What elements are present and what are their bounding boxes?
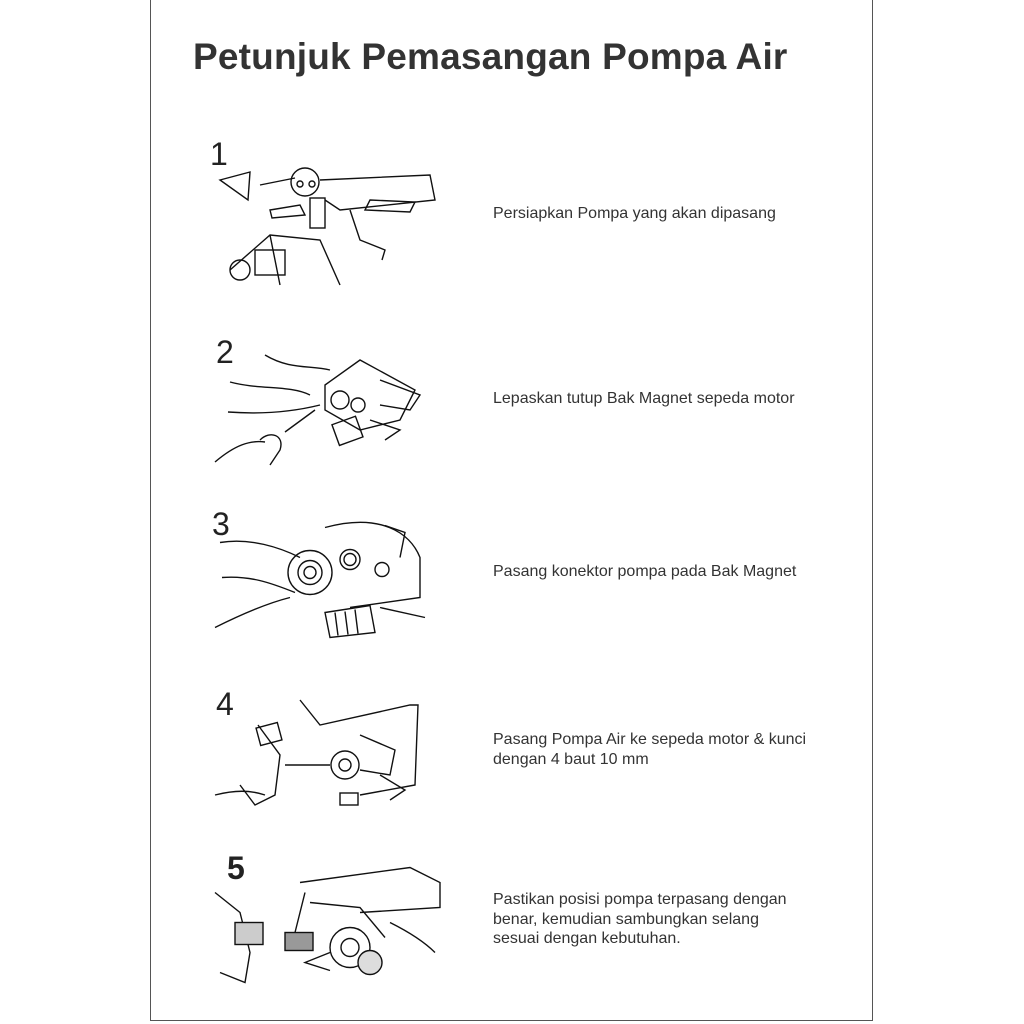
step-2-text [493,389,795,409]
step-3-number: 3 [212,506,230,542]
step-4-line-2: dengan 4 baut 10 mm [493,750,649,768]
step-4-number: 4 [216,686,234,722]
step-5-line-1: Pastikan posisi pompa terpasang dengan [493,891,787,908]
step-4-illustration [210,690,445,820]
step-2-number: 2 [216,334,234,370]
step-3-text [493,562,796,582]
step-5-line-2: benar, kemudian sambungkan selang [493,910,759,928]
step-3-line-1: Pasang konektor pompa pada Bak Magnet [493,563,797,580]
step-5-text [493,890,787,949]
step-1-line-1: Persiapkan Pompa yang akan dipasang [493,205,776,222]
step-1-number: 1 [210,136,228,172]
step-5-illustration [210,860,445,990]
page-title: Petunjuk Pemasangan Pompa Air [193,36,788,77]
step-4-text [493,730,806,769]
step-5-line-3: sesuai dengan kebutuhan. [493,930,681,947]
step-5-number: 5 [227,850,245,886]
step-1-illustration [210,160,445,290]
step-1-text [493,204,776,224]
step-3-illustration [210,515,445,645]
step-2-illustration [210,345,445,475]
step-4-line-1: Pasang Pompa Air ke sepeda motor & kunci [493,731,807,748]
step-2-line-1: Lepaskan tutup Bak Magnet sepeda motor [493,390,795,407]
